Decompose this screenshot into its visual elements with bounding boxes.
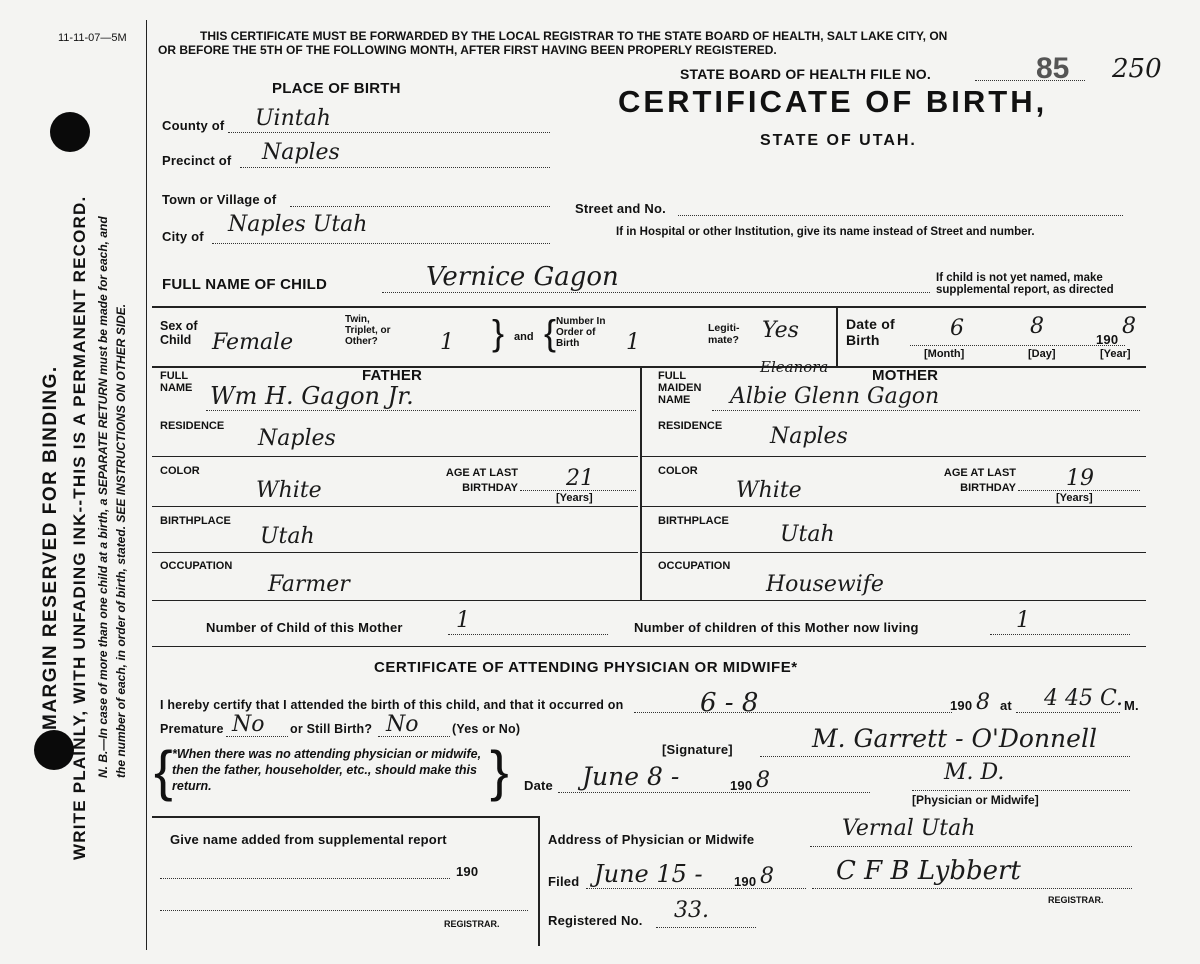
hospital-note: If in Hospital or other Institution, give its name instead of Street and number. <box>616 226 1035 238</box>
year-label: [Year] <box>1100 348 1131 360</box>
brace-1: } <box>492 312 505 353</box>
sign-date-line <box>558 792 870 793</box>
rule-parents-bottom <box>152 600 1146 601</box>
town-line <box>290 206 550 207</box>
signature-label: [Signature] <box>662 742 733 757</box>
father-heading: FATHER <box>362 367 423 384</box>
child-name-value: Vernice Gagon <box>426 262 619 292</box>
supp-label: Give name added from supplemental report <box>170 832 447 847</box>
father-name-line <box>206 410 636 411</box>
twin-value: 1 <box>440 330 454 355</box>
child-name-line <box>382 292 930 293</box>
sex-label: Sex of Child <box>160 319 198 347</box>
binding-hole-bottom <box>34 730 74 770</box>
still-birth-label: or Still Birth? <box>290 722 373 736</box>
occurred-time: 4 45 C. <box>1044 686 1124 711</box>
file-no-extra: 250 <box>1112 54 1162 84</box>
brace-note-right: } <box>490 739 509 802</box>
brace-2: { <box>544 312 557 353</box>
father-residence-label: RESIDENCE <box>160 420 225 432</box>
month-label: [Month] <box>924 348 965 360</box>
father-occupation-label: OCCUPATION <box>160 560 233 572</box>
yes-no-label: (Yes or No) <box>452 722 521 736</box>
dob-divider <box>836 306 838 368</box>
town-label: Town or Village of <box>162 192 277 207</box>
street-label: Street and No. <box>575 201 666 216</box>
precinct-line <box>240 167 550 168</box>
mother-name-above: Eleanora <box>760 358 829 376</box>
order-value: 1 <box>626 330 640 355</box>
occurred-year-prefix: 190 <box>950 698 973 713</box>
mother-color-value: White <box>736 478 802 503</box>
mother-name-value: Albie Glenn Gagon <box>730 384 940 409</box>
and-label: and <box>514 331 534 343</box>
unnamed-note: If child is not yet named, make supplemental report, as directed <box>936 272 1114 296</box>
dob-month: 6 <box>950 316 964 341</box>
supp-line-1 <box>160 878 450 879</box>
physician-heading: CERTIFICATE OF ATTENDING PHYSICIAN OR MIDWIFE* <box>374 659 798 676</box>
city-value: Naples Utah <box>228 212 368 237</box>
certify-text: I hereby certify that I attended the birth of this child, and that it occurred on <box>160 698 624 712</box>
top-notice-line1: THIS CERTIFICATE MUST BE FORWARDED BY THE LOCAL REGISTRAR TO THE STATE BOARD OF HEALTH, SALT LAKE CITY, ON <box>200 29 948 43</box>
child-num-label: Number of Child of this Mother <box>206 620 403 635</box>
day-label: [Day] <box>1028 348 1056 360</box>
father-birthplace-value: Utah <box>260 524 315 549</box>
registrar-label: REGISTRAR. <box>444 919 500 929</box>
mother-residence-value: Naples <box>770 424 848 449</box>
premature-value: No <box>232 712 265 737</box>
address-value: Vernal Utah <box>842 816 976 841</box>
address-line <box>810 846 1132 847</box>
at-label: at <box>1000 698 1012 713</box>
address-label: Address of Physician or Midwife <box>548 832 755 847</box>
bottom-divider <box>538 816 540 946</box>
dob-year: 8 <box>1122 314 1136 339</box>
city-line <box>212 243 550 244</box>
mother-name-line <box>712 410 1140 411</box>
mother-color-label: COLOR <box>658 465 698 477</box>
write-plainly-text: WRITE PLAINLY, WITH UNFADING INK--THIS IS A PERMANENT RECORD. <box>70 195 89 860</box>
rule-bottom-top <box>152 816 538 818</box>
precinct-value: Naples <box>262 140 340 165</box>
living-line <box>990 634 1130 635</box>
physician-role-label: [Physician or Midwife] <box>912 793 1039 807</box>
nb-note-line2: the number of each, in order of birth, stated. SEE INSTRUCTIONS ON OTHER SIDE. <box>114 303 128 778</box>
father-name-label: FULL NAME <box>160 370 193 394</box>
mother-color-rule <box>642 506 1146 507</box>
filed-value: June 15 - <box>594 860 703 888</box>
file-no-label: STATE BOARD OF HEALTH FILE NO. <box>680 66 931 82</box>
father-residence-value: Naples <box>258 426 336 451</box>
nb-note-line1: N. B.—In case of more than one child at a birth, a SEPARATE RETURN must be made for each, and <box>96 216 110 778</box>
mother-birthplace-label: BIRTHPLACE <box>658 515 729 527</box>
mother-birthplace-rule <box>642 552 1146 553</box>
registered-value: 33. <box>674 898 709 923</box>
legit-label: Legiti-mate? <box>708 322 740 346</box>
dob-year-prefix: 190 <box>1096 332 1119 347</box>
rule-child-top <box>152 306 1146 308</box>
legit-value: Yes <box>762 318 799 343</box>
sign-year: 8 <box>756 768 770 793</box>
sign-year-prefix: 190 <box>730 778 753 793</box>
signature-line <box>760 756 1130 757</box>
physician-note: *When there was no attending physician or midwife, then the father, householder, etc., should make this return. <box>172 747 482 793</box>
registrar2-label: REGISTRAR. <box>1048 895 1104 905</box>
county-value: Uintah <box>255 106 331 131</box>
filed-label: Filed <box>548 874 580 889</box>
child-num-value: 1 <box>456 608 470 633</box>
father-occupation-value: Farmer <box>268 572 350 597</box>
filed-year-prefix: 190 <box>734 874 757 889</box>
sign-date-label: Date <box>524 778 553 793</box>
parents-divider <box>640 366 642 600</box>
sign-date-value: June 8 - <box>582 762 680 791</box>
dob-label: Date of Birth <box>846 316 895 348</box>
father-age-label: AGE AT LAST BIRTHDAY <box>445 467 518 494</box>
top-notice-line2: OR BEFORE THE 5TH OF THE FOLLOWING MONTH, AFTER FIRST HAVING BEEN PROPERLY REGISTERED. <box>158 43 777 57</box>
mother-birthplace-value: Utah <box>780 522 835 547</box>
street-line <box>678 215 1123 216</box>
still-birth-value: No <box>386 712 419 737</box>
child-num-line <box>448 634 608 635</box>
dob-line <box>910 345 1125 346</box>
rule-parents-top <box>152 366 1146 368</box>
child-name-label: FULL NAME OF CHILD <box>162 276 327 293</box>
margin-rule <box>146 20 147 950</box>
county-line <box>228 132 550 133</box>
father-name-value: Wm H. Gagon Jr. <box>210 382 414 410</box>
supp-year: 190 <box>456 864 479 879</box>
margin-reserved-text: MARGIN RESERVED FOR BINDING. <box>40 365 61 730</box>
certificate-subtitle: STATE OF UTAH. <box>760 132 917 149</box>
order-label: Number In Order of Birth <box>556 316 606 349</box>
rule-counts-bottom <box>152 646 1146 647</box>
mother-years-label: [Years] <box>1056 492 1093 504</box>
signature-value: M. Garrett - O'Donnell <box>812 724 1097 753</box>
physician-title-line <box>912 790 1130 791</box>
father-color-value: White <box>256 478 322 503</box>
living-value: 1 <box>1016 608 1030 633</box>
mother-occupation-label: OCCUPATION <box>658 560 731 572</box>
filed-by-line <box>812 888 1132 889</box>
file-no-value: 85 <box>1036 52 1070 85</box>
occurred-line <box>634 712 952 713</box>
county-label: County of <box>162 118 225 133</box>
father-birthplace-label: BIRTHPLACE <box>160 515 231 527</box>
living-label: Number of children of this Mother now living <box>634 620 919 635</box>
sex-value: Female <box>212 330 294 355</box>
physician-title-value: M. D. <box>944 760 1005 785</box>
twin-label: Twin, Triplet, or Other? <box>345 314 391 347</box>
binding-hole-top <box>50 112 90 152</box>
father-color-label: COLOR <box>160 465 200 477</box>
certificate-title: CERTIFICATE OF BIRTH, <box>618 84 1048 119</box>
mother-age-label: AGE AT LAST BIRTHDAY <box>943 467 1016 494</box>
dob-day: 8 <box>1030 314 1044 339</box>
supp-line-2 <box>160 910 528 911</box>
mother-age-value: 19 <box>1066 466 1094 491</box>
occurred-date: 6 - 8 <box>700 688 759 718</box>
city-label: City of <box>162 229 204 244</box>
father-color-rule <box>152 506 638 507</box>
filed-year: 8 <box>760 864 774 889</box>
premature-label: Premature <box>160 722 224 736</box>
mother-heading: MOTHER <box>872 367 939 384</box>
father-birthplace-rule <box>152 552 638 553</box>
registered-label: Registered No. <box>548 913 643 928</box>
registered-line <box>656 927 756 928</box>
form-code: 11-11-07—5M <box>58 32 127 44</box>
precinct-label: Precinct of <box>162 153 232 168</box>
father-residence-rule <box>152 456 638 457</box>
mother-residence-label: RESIDENCE <box>658 420 723 432</box>
filed-by-value: C F B Lybbert <box>836 856 1021 886</box>
mother-name-label: FULL MAIDEN NAME <box>658 370 702 406</box>
m-label: M. <box>1124 698 1139 713</box>
time-line <box>1016 712 1120 713</box>
father-years-label: [Years] <box>556 492 593 504</box>
mother-occupation-value: Housewife <box>766 572 884 597</box>
mother-residence-rule <box>642 456 1146 457</box>
occurred-year: 8 <box>976 690 990 715</box>
father-age-value: 21 <box>566 466 594 491</box>
place-heading: PLACE OF BIRTH <box>272 80 401 97</box>
brace-note-left: { <box>154 739 173 802</box>
